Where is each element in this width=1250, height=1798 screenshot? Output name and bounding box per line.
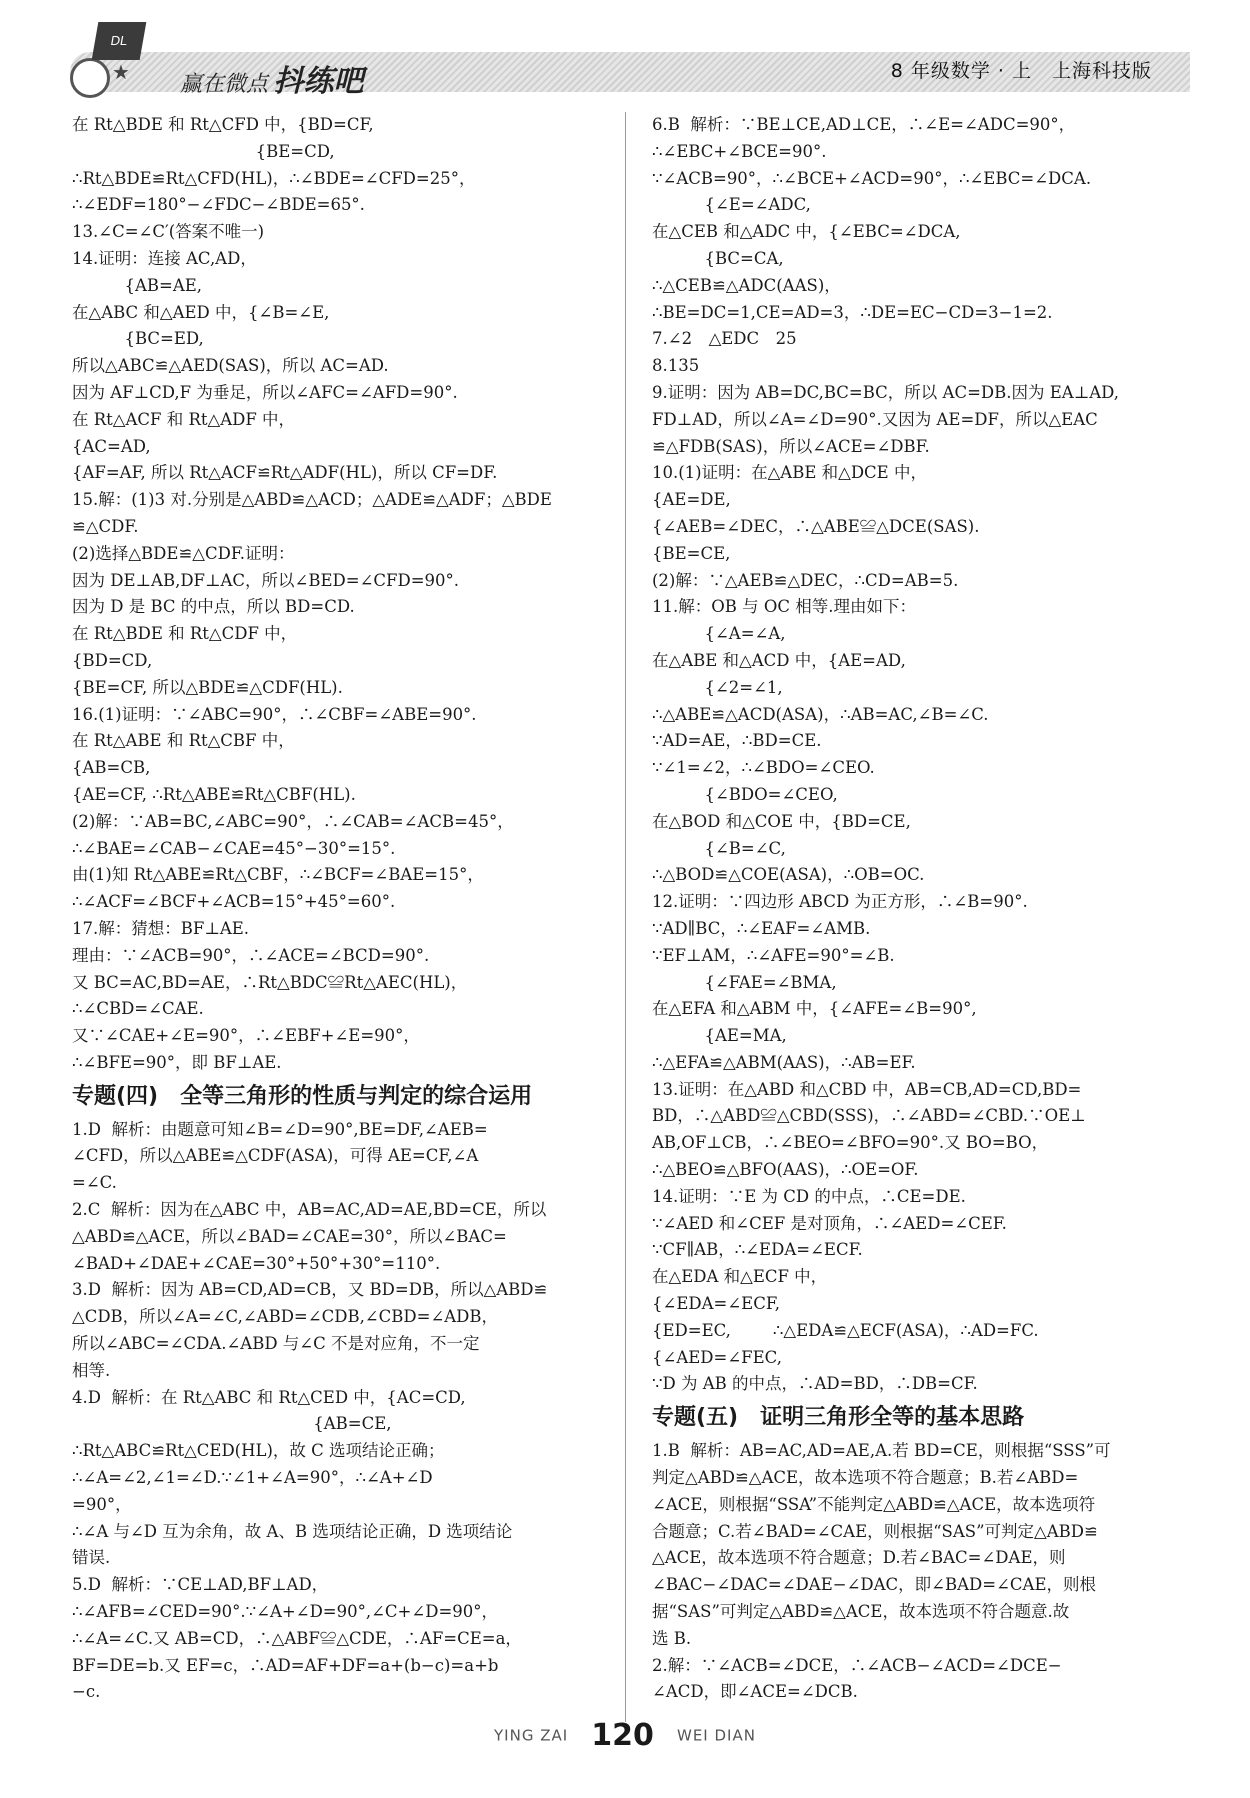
text-line: {∠BDO=∠CEO, [652, 784, 838, 804]
answer-block [72, 1117, 622, 1707]
text-line: 1.D 解析：由题意可知∠B=∠D=90°,BE=DF,∠AEB= [72, 1119, 488, 1139]
text-line: {AB=CE, [72, 1414, 392, 1434]
text-line: BD，∴△ABD≌△CBD(SSS)，∴∠ABD=∠CBD.∵OE⊥ [652, 1106, 1086, 1126]
answer-block [652, 1438, 1204, 1706]
text-line: 14.证明：∵E 为 CD 的中点，∴CE=DE. [652, 1186, 966, 1206]
answer-block [652, 112, 1204, 1398]
text-line: FD⊥AD，所以∠A=∠D=90°.又因为 AE=DF，所以△EAC [652, 409, 1098, 429]
text-line: ∴∠A=∠2,∠1=∠D.∵∠1+∠A=90°，∴∠A+∠D [72, 1468, 433, 1488]
page-footer [0, 1718, 1250, 1758]
text-line: ∵CF∥AB，∴∠EDA=∠ECF. [652, 1240, 863, 1260]
text-line: {∠E=∠ADC, [652, 195, 811, 215]
text-line: ∵∠1=∠2，∴∠BDO=∠CEO. [652, 758, 875, 778]
text-line: {AF=AF, 所以 Rt△ACF≌Rt△ADF(HL)，所以 CF=DF. [72, 463, 498, 483]
text-line: 在△CEB 和△ADC 中，{∠EBC=∠DCA, [652, 222, 961, 242]
text-line: ∴∠A 与∠D 互为余角，故 A、B 选项结论正确，D 选项结论 [72, 1521, 513, 1541]
text-line: 选 B. [652, 1628, 692, 1648]
text-line: 在 Rt△BDE 和 Rt△CDF 中， [72, 624, 298, 644]
text-line: ∠BAC−∠DAC=∠DAE−∠DAC，即∠BAD=∠CAE，则根 [652, 1575, 1097, 1595]
text-line: 在△ABC 和△AED 中，{∠B=∠E, [72, 302, 330, 322]
text-line: {AB=AE, [72, 275, 203, 295]
text-line: ∴△EFA≌△ABM(AAS)，∴AB=EF. [652, 1052, 916, 1072]
text-line: ∴△BEO≌△BFO(AAS)，∴OE=OF. [652, 1160, 919, 1180]
text-line: {AB=CB, [72, 758, 151, 778]
text-line: 7.∠2 △EDC 25 [652, 329, 797, 349]
text-line: 理由：∵∠ACB=90°，∴∠ACE=∠BCD=90°. [72, 945, 430, 965]
text-line: 5.D 解析：∵CE⊥AD,BF⊥AD， [72, 1575, 329, 1595]
text-line: 11.解：OB 与 OC 相等.理由如下： [652, 597, 917, 617]
text-line: {∠AEB=∠DEC，∴△ABE≌△DCE(SAS). [652, 516, 980, 536]
text-line: =∠C. [72, 1173, 117, 1193]
text-line: 2.解：∵∠ACB=∠DCE，∴∠ACB−∠ACD=∠DCE− [652, 1655, 1062, 1675]
text-line: △ABD≌△ACE，所以∠BAD=∠CAE=30°，所以∠BAC= [72, 1226, 507, 1246]
text-line: 在△EDA 和△ECF 中， [652, 1267, 828, 1287]
text-line: ∴∠BFE=90°，即 BF⊥AE. [72, 1052, 282, 1072]
text-line: ∵EF⊥AM，∴∠AFE=90°=∠B. [652, 945, 895, 965]
text-line: {∠2=∠1, [652, 677, 783, 697]
text-line: ∴∠EBC+∠BCE=90°. [652, 141, 827, 161]
left-column [72, 112, 622, 1706]
text-line: ∵∠ACB=90°，∴∠BCE+∠ACD=90°，∴∠EBC=∠DCA. [652, 168, 1092, 188]
text-line: 8.135 [652, 356, 700, 376]
text-line: 由(1)知 Rt△ABE≌Rt△CBF，∴∠BCF=∠BAE=15°， [72, 865, 484, 885]
text-line: {AE=MA, [652, 1026, 787, 1046]
text-line: 4.D 解析：在 Rt△ABC 和 Rt△CED 中，{AC=CD, [72, 1387, 466, 1407]
text-line: 据“SAS”可判定△ABD≌△ACE，故本选项不符合题意.故 [652, 1602, 1070, 1622]
text-line: ∴∠A=∠C.又 AB=CD，∴△ABF≌△CDE，∴AF=CE=a， [72, 1628, 522, 1648]
footer-right: WEI DIAN [677, 1726, 756, 1745]
text-line: ∵AD=AE，∴BD=CE. [652, 731, 822, 751]
text-line: ∵AD∥BC，∴∠EAF=∠AMB. [652, 918, 871, 938]
answer-block [72, 112, 622, 1077]
text-line: 所以∠ABC=∠CDA.∠ABD 与∠C 不是对应角，不一定 [72, 1334, 480, 1354]
text-line: 13.证明：在△ABD 和△CBD 中，AB=CB,AD=CD,BD= [652, 1079, 1082, 1099]
right-column [652, 112, 1204, 1706]
text-line: ∴△ABE≌△ACD(ASA)，∴AB=AC,∠B=∠C. [652, 704, 989, 724]
text-line: BF=DE=b.又 EF=c，∴AD=AF+DF=a+(b−c)=a+b [72, 1655, 499, 1675]
book-title: 8 年级数学 · 上 上海科技版 [890, 60, 1152, 82]
star-icon: ★ [112, 60, 130, 84]
text-line: 16.(1)证明：∵∠ABC=90°，∴∠CBF=∠ABE=90°. [72, 704, 477, 724]
text-line: 14.证明：连接 AC,AD， [72, 248, 257, 268]
footer-left: YING ZAI [494, 1726, 569, 1745]
text-line: ∠BAD+∠DAE+∠CAE=30°+50°+30°=110°. [72, 1253, 441, 1273]
text-line: {∠A=∠A, [652, 624, 786, 644]
text-line: ∴∠EDF=180°−∠FDC−∠BDE=65°. [72, 195, 365, 215]
text-line: 又 BC=AC,BD=AE，∴Rt△BDC≌Rt△AEC(HL)， [72, 972, 468, 992]
text-line: 合题意；C.若∠BAD=∠CAE，则根据“SAS”可判定△ABD≌ [652, 1521, 1098, 1541]
text-line: 12.证明：∵四边形 ABCD 为正方形，∴∠B=90°. [652, 892, 1028, 912]
text-line: 因为 D 是 BC 的中点，所以 BD=CD. [72, 597, 355, 617]
text-line: 错误. [72, 1548, 111, 1568]
text-line: ∴Rt△ABC≌Rt△CED(HL)，故 C 选项结论正确； [72, 1441, 445, 1461]
text-line: {BE=CD, [72, 141, 335, 161]
text-line: ∴∠ACF=∠BCF+∠ACB=15°+45°=60°. [72, 892, 396, 912]
text-line: 在△EFA 和△ABM 中，{∠AFE=∠B=90°, [652, 999, 977, 1019]
text-line: {∠B=∠C, [652, 838, 786, 858]
text-line: {BE=CF, 所以△BDE≌△CDF(HL). [72, 677, 343, 697]
text-line: ∴∠AFB=∠CED=90°.∵∠A+∠D=90°,∠C+∠D=90°， [72, 1602, 499, 1622]
text-line: {BD=CD, [72, 650, 153, 670]
text-line: ∴∠BAE=∠CAB−∠CAE=45°−30°=15°. [72, 838, 396, 858]
section-title: 专题(五) 证明三角形全等的基本思路 [652, 1405, 1025, 1431]
page-number: 120 [591, 1718, 654, 1753]
text-line: {∠FAE=∠BMA, [652, 972, 837, 992]
text-line: 在 Rt△BDE 和 Rt△CFD 中，{BD=CF, [72, 115, 374, 134]
text-line: 相等. [72, 1360, 111, 1380]
text-line: ≌△CDF. [72, 516, 139, 536]
text-line: 17.解：猜想：BF⊥AE. [72, 918, 250, 938]
text-line: △CDB，所以∠A=∠C,∠ABD=∠CDB,∠CBD=∠ADB， [72, 1307, 499, 1327]
text-line: {AE=CF, ∴Rt△ABE≌Rt△CBF(HL). [72, 784, 356, 804]
text-line: △ACE，故本选项不符合题意；D.若∠BAC=∠DAE，则 [652, 1548, 1066, 1568]
text-line: 在△BOD 和△COE 中，{BD=CE, [652, 811, 911, 831]
text-line: 所以△ABC≌△AED(SAS)，所以 AC=AD. [72, 356, 389, 376]
text-line: ∠CFD，所以△ABE≌△CDF(ASA)，可得 AE=CF,∠A [72, 1146, 479, 1166]
column-divider [625, 112, 626, 1722]
text-line: {BE=CE, [652, 543, 731, 563]
text-line: {BC=ED, [72, 329, 204, 349]
text-line: (2)解：∵AB=BC,∠ABC=90°，∴∠CAB=∠ACB=45°， [72, 811, 514, 831]
text-line: ∴△CEB≌△ADC(AAS)， [652, 275, 841, 295]
text-line: 因为 AF⊥CD,F 为垂足，所以∠AFC=∠AFD=90°. [72, 382, 458, 402]
text-line: 6.B 解析：∵BE⊥CE,AD⊥CE，∴∠E=∠ADC=90°， [652, 115, 1076, 134]
text-line: ∴∠CBD=∠CAE. [72, 999, 204, 1019]
text-line: 2.C 解析：因为在△ABC 中，AB=AC,AD=AE,BD=CE，所以 [72, 1200, 547, 1220]
text-line: {ED=EC, ∴△EDA≌△ECF(ASA)，∴AD=FC. [652, 1320, 1039, 1340]
logo-disc-icon [70, 58, 110, 98]
text-line: ∴Rt△BDE≌Rt△CFD(HL)，∴∠BDE=∠CFD=25°， [72, 168, 476, 188]
text-line: 3.D 解析：因为 AB=CD,AD=CB，又 BD=DB，所以△ABD≌ [72, 1280, 548, 1300]
text-line: {AE=DE, [652, 490, 731, 510]
text-line: 因为 DE⊥AB,DF⊥AC，所以∠BED=∠CFD=90°. [72, 570, 460, 590]
text-line: 判定△ABD≌△ACE，故本选项不符合题意；B.若∠ABD= [652, 1468, 1079, 1488]
text-line: 9.证明：因为 AB=DC,BC=BC，所以 AC=DB.因为 EA⊥AD, [652, 382, 1120, 402]
text-line: AB,OF⊥CB，∴∠BEO=∠BFO=90°.又 BO=BO， [652, 1133, 1049, 1153]
text-line: ∠ACE，则根据“SSA”不能判定△ABD≌△ACE，故本选项符 [652, 1494, 1096, 1514]
text-line: (2)解：∵△AEB≌△DEC，∴CD=AB=5. [652, 570, 959, 590]
text-line: 又∵∠CAE+∠E=90°，∴∠EBF+∠E=90°， [72, 1026, 420, 1046]
text-line: {BC=CA, [652, 248, 784, 268]
text-line: ≌△FDB(SAS)，所以∠ACE=∠DBF. [652, 436, 930, 456]
text-line: 在△ABE 和△ACD 中，{AE=AD, [652, 650, 906, 670]
logo-badge: DL [92, 22, 147, 60]
text-line: ∵∠AED 和∠CEF 是对顶角，∴∠AED=∠CEF. [652, 1213, 1007, 1233]
text-line: 在 Rt△ABE 和 Rt△CBF 中， [72, 731, 295, 751]
text-line: (2)选择△BDE≌△CDF.证明： [72, 543, 295, 563]
text-line: ∵D 为 AB 的中点，∴AD=BD，∴DB=CF. [652, 1374, 978, 1394]
page-header [0, 0, 1250, 110]
text-line: ∴△BOD≌△COE(ASA)，∴OB=OC. [652, 865, 925, 885]
text-line: {AC=AD, [72, 436, 151, 456]
brand-text: 赢在微点 抖练吧 [180, 65, 364, 98]
text-line: 15.解：(1)3 对.分别是△ABD≌△ACD；△ADE≌△ADF；△BDE [72, 490, 552, 510]
text-line: {∠AED=∠FEC, [652, 1347, 782, 1367]
section-title: 专题(四) 全等三角形的性质与判定的综合运用 [72, 1083, 533, 1109]
text-line: −c. [72, 1682, 101, 1702]
text-line: {∠EDA=∠ECF, [652, 1294, 780, 1314]
text-line: ∠ACD，即∠ACE=∠DCB. [652, 1682, 858, 1702]
text-line: 13.∠C=∠C′(答案不唯一) [72, 222, 265, 242]
text-line: 1.B 解析：AB=AC,AD=AE,A.若 BD=CE，则根据“SSS”可 [652, 1441, 1111, 1461]
text-line: 10.(1)证明：在△ABE 和△DCE 中， [652, 463, 927, 483]
text-line: ∴BE=DC=1,CE=AD=3，∴DE=EC−CD=3−1=2. [652, 302, 1053, 322]
text-line: 在 Rt△ACF 和 Rt△ADF 中， [72, 409, 296, 429]
text-line: =90°， [72, 1494, 132, 1514]
